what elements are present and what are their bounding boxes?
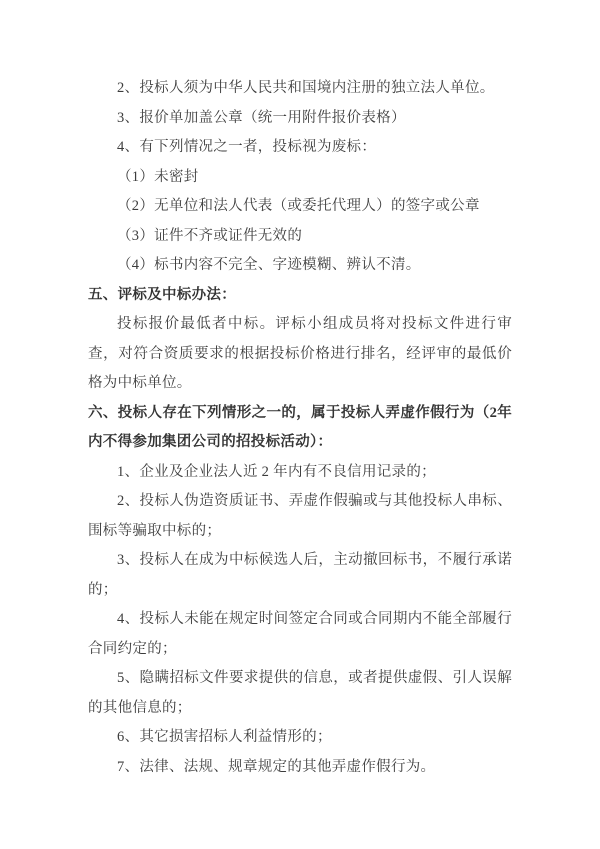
fraud-item-2-forged-certificates-collusion: 2、投标人伪造资质证书、弄虚作假骗或与其他投标人串标、围标等骗取中标的； bbox=[88, 493, 512, 539]
sub-item-1-not-sealed: （1）未密封 bbox=[117, 168, 199, 185]
section-heading-5-evaluation-method: 五、评标及中标办法： bbox=[88, 286, 236, 303]
list-item-3-quotation-stamp: 3、报价单加盖公章（统一用附件报价表格） bbox=[117, 109, 406, 126]
fraud-item-3-withdraw-bid: 3、投标人在成为中标候选人后，主动撤回标书，不履行承诺的； bbox=[88, 552, 512, 598]
list-item-2-bidder-legal-entity: 2、投标人须为中华人民共和国境内注册的独立法人单位。 bbox=[117, 80, 495, 96]
paragraph-evaluation-lowest-price: 投标报价最低者中标。评标小组成员将对投标文件进行审查，对符合资质要求的根据投标价格进行排名，经评审的最低价格为中标单位。 bbox=[88, 316, 512, 391]
sub-item-3-incomplete-invalid-certificates: （3）证件不齐或证件无效的 bbox=[117, 227, 303, 244]
section-heading-6-fraud-circumstances: 六、投标人存在下列情形之一的，属于投标人弄虚作假行为（2年内不得参加集团公司的招投标活动）： bbox=[88, 404, 512, 450]
document-body bbox=[88, 74, 512, 782]
fraud-item-6-other-harm-to-tenderer: 6、其它损害招标人利益情形的； bbox=[117, 729, 332, 745]
fraud-item-1-bad-credit-record: 1、企业及企业法人近 2 年内有不良信用记录的； bbox=[117, 463, 436, 480]
fraud-item-5-conceal-or-false-information: 5、隐瞒招标文件要求提供的信息，或者提供虚假、引人误解的其他信息的； bbox=[88, 670, 512, 716]
list-item-4-invalid-bid-intro: 4、有下列情况之一者，投标视为废标： bbox=[117, 139, 377, 155]
sub-item-4-illegible-content: （4）标书内容不完全、字迹模糊、辨认不清。 bbox=[117, 257, 421, 273]
fraud-item-7-other-fraud-by-law: 7、法律、法规、规章规定的其他弄虚作假行为。 bbox=[117, 758, 436, 775]
sub-item-2-missing-signature-seal: （2）无单位和法人代表（或委托代理人）的签字或公章 bbox=[117, 198, 480, 214]
fraud-item-4-fail-to-sign-or-perform-contract: 4、投标人未能在规定时间签定合同或合同期内不能全部履行合同约定的； bbox=[88, 611, 512, 657]
